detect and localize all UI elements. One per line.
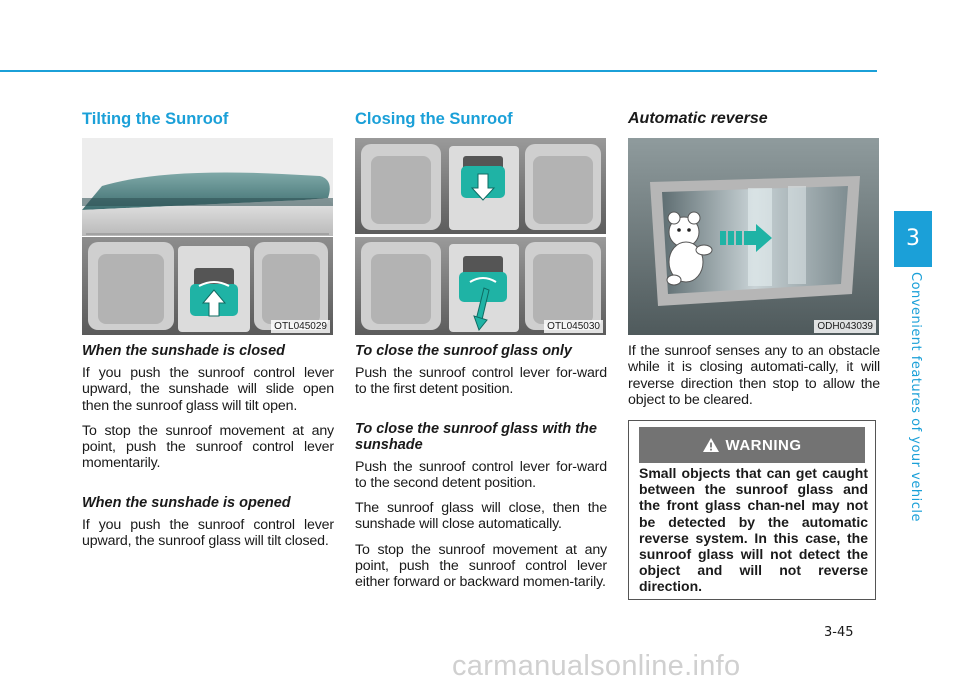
paragraph: To stop the sunroof movement at any point, push the sunroof control lever momentarily. [82, 422, 334, 472]
warning-label: WARNING [725, 436, 802, 454]
chapter-caption: Convenient features of your vehicle [908, 272, 923, 522]
page-number: 3-45 [824, 625, 854, 640]
text-closing [355, 343, 607, 600]
chapter-tab [894, 211, 932, 267]
auto-reverse-illustration [628, 138, 879, 335]
header-rule [0, 70, 877, 72]
paragraph: If you push the sunroof control lever upward, the sunroof glass will tilt closed. [82, 516, 334, 550]
paragraph: Push the sunroof control lever for-ward to the first detent position. [355, 365, 607, 398]
chapter-number: 3 [906, 226, 920, 251]
sunroof-tilt-illustration [82, 138, 333, 335]
subheading-glass-only: To close the sunroof glass only [355, 343, 572, 359]
section-title-closing: Closing the Sunroof [355, 110, 513, 128]
paragraph: Push the sunroof control lever for-ward to the second detent position. [355, 458, 607, 491]
figure-closing [355, 138, 606, 335]
text-tilting [82, 343, 334, 558]
warning-header [639, 427, 865, 463]
subheading-glass-with-sunshade: To close the sunroof glass with the sunshade [355, 420, 597, 453]
paragraph: To stop the sunroof movement at any point, push the sunroof control lever either forward or backward momen-tarily. [355, 541, 607, 591]
warning-box [628, 420, 876, 600]
watermark: carmanualsonline.info [452, 650, 741, 682]
figure-tilting [82, 138, 333, 335]
text-auto-reverse [628, 343, 880, 417]
paragraph: If the sunroof senses any to an obstacle while it is closing automati-cally, it will reverse direction then stop to allow the object to be cleared. [628, 343, 880, 408]
section-title-auto-reverse: Automatic reverse [628, 110, 768, 127]
warning-triangle-icon [703, 438, 719, 452]
figure-code: ODH043039 [814, 320, 876, 333]
subheading-sunshade-opened: When the sunshade is opened [82, 494, 291, 511]
figure-auto-reverse [628, 138, 879, 335]
section-title-tilting: Tilting the Sunroof [82, 110, 229, 128]
figure-code: OTL045030 [544, 320, 603, 333]
subheading-sunshade-closed: When the sunshade is closed [82, 343, 286, 359]
warning-text: Small objects that can get caught between the sunroof glass and the front glass chan-nel may not be detected by the automatic reverse system. In this case, the sunroof glass will not detect the object and will not reverse direction. [639, 465, 868, 595]
figure-code: OTL045029 [271, 320, 330, 333]
paragraph: If you push the sunroof control lever upward, the sunshade will slide open then the sunroof glass will tilt open. [82, 365, 334, 414]
sunroof-close-illustration [355, 138, 606, 335]
paragraph: The sunroof glass will close, then the sunshade will close automatically. [355, 500, 607, 533]
